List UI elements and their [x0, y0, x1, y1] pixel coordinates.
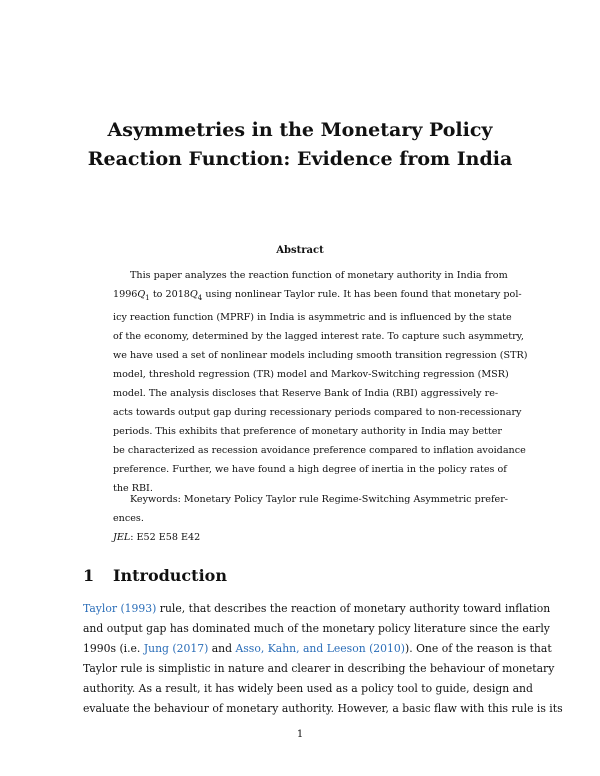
- body-line: 1990s (i.e. Jung (2017) and Asso, Kahn, and Leeson (2010)). One of the reason is that: [83, 642, 552, 655]
- body-line: and output gap has dominated much of the monetary policy literature since the early: [83, 622, 550, 635]
- body-line: Taylor (1993) rule, that describes the reaction of monetary authority toward inflation: [83, 602, 551, 615]
- section-heading: [83, 566, 227, 585]
- abstract-body: [113, 266, 528, 498]
- abstract-line: periods. This exhibits that preference of monetary authority in India may better: [113, 425, 502, 437]
- abstract-line: model, threshold regression (TR) model and Markov-Switching regression (MSR): [113, 368, 509, 380]
- introduction-text: [83, 599, 563, 719]
- keywords-line: ences.: [113, 513, 144, 524]
- abstract-line: This paper analyzes the reaction function of monetary authority in India from: [130, 270, 508, 281]
- abstract-line: the RBI.: [113, 482, 153, 494]
- abstract-line: be characterized as recession avoidance preference compared to inflation avoidance: [113, 444, 526, 456]
- abstract-line: model. The analysis discloses that Reserve Bank of India (RBI) aggressively re-: [113, 387, 499, 399]
- body-line: evaluate the behaviour of monetary authority. However, a basic flaw with this rule is its: [83, 702, 563, 715]
- title-line-1: Asymmetries in the Monetary Policy: [107, 119, 493, 141]
- abstract-line: acts towards output gap during recessionary periods compared to non-recessionary: [113, 406, 522, 418]
- abstract-line: of the economy, determined by the lagged interest rate. To capture such asymmetry,: [113, 330, 524, 342]
- section-number: 1: [83, 566, 95, 585]
- abstract-heading: Abstract: [276, 245, 324, 256]
- keywords-block: [113, 490, 509, 547]
- abstract-line: we have used a set of nonlinear models including smooth transition regression (STR): [113, 349, 528, 361]
- citation-link-jung[interactable]: Jung (2017): [143, 642, 209, 655]
- title-line-2: Reaction Function: Evidence from India: [87, 148, 513, 170]
- citation-link-asso[interactable]: Asso, Kahn, and Leeson (2010): [235, 642, 405, 655]
- keywords-line: Keywords: Monetary Policy Taylor rule Regime-Switching Asymmetric prefer-: [130, 494, 509, 505]
- section-title: Introduction: [113, 566, 227, 585]
- abstract-line: $1996Q_1$ to $2018Q_4$ using nonlinear Taylor rule. It has been found that monetary pol-: [113, 289, 522, 302]
- paper-title: [0, 116, 600, 174]
- jel-codes: JEL: E52 E58 E42: [113, 532, 201, 543]
- body-line: Taylor rule is simplistic in nature and clearer in describing the behaviour of monetary: [83, 662, 555, 675]
- citation-link-taylor[interactable]: Taylor (1993): [83, 602, 157, 615]
- body-line: authority. As a result, it has widely been used as a policy tool to guide, design and: [83, 682, 533, 695]
- abstract-line: preference. Further, we have found a high degree of inertia in the policy rates of: [113, 463, 507, 475]
- abstract-line: icy reaction function (MPRF) in India is asymmetric and is influenced by the state: [113, 311, 512, 323]
- page-number: 1: [296, 729, 304, 740]
